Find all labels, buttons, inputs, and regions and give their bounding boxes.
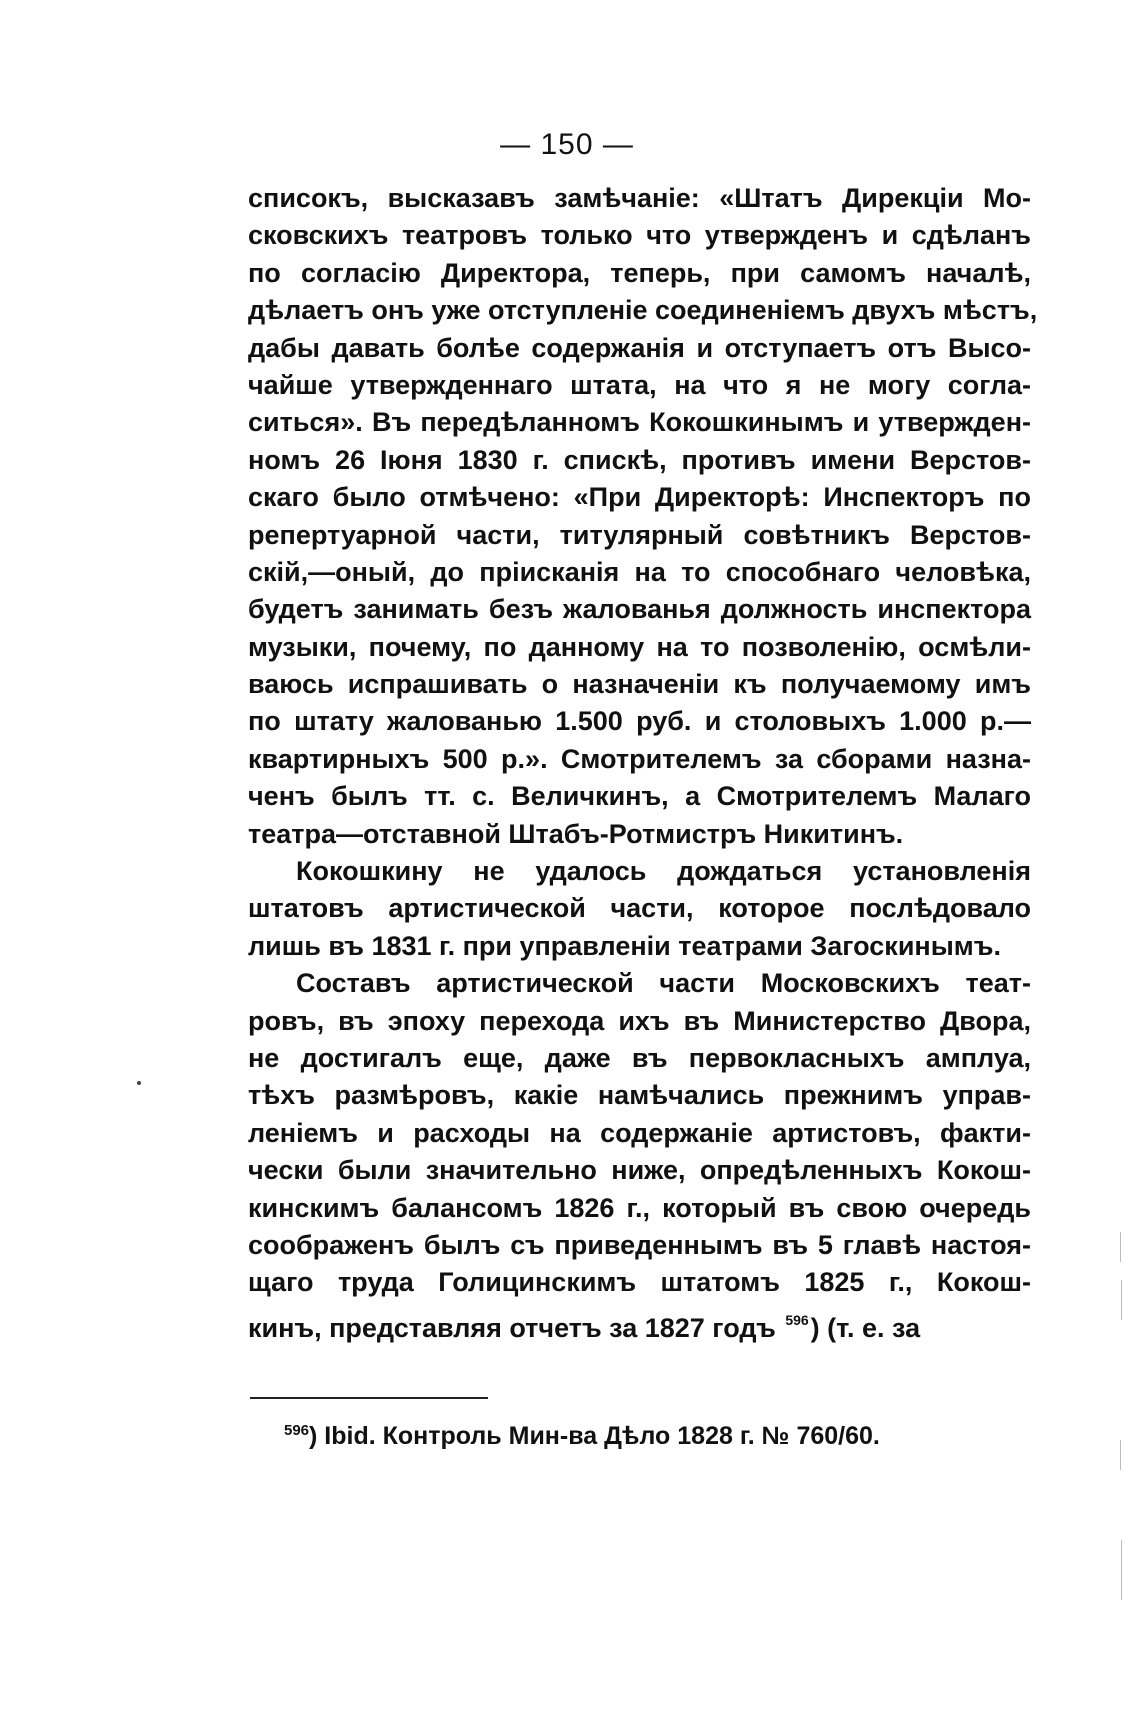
text-line: чайше утвержденнаго штата, на что я не могу согла- xyxy=(248,369,1031,400)
text-line: репертуарной части, титулярный совѣтникъ Верстов- xyxy=(248,519,1031,550)
text-line: скаго было отмѣчено: «При Директорѣ: Инспекторъ по xyxy=(248,482,1031,513)
footnote-marker: 596 xyxy=(284,1422,310,1439)
body-text xyxy=(248,180,1038,1343)
text-line: штатовъ артистической части, которое послѣдовало xyxy=(248,893,1031,924)
footnote-reference: 596 xyxy=(785,1311,809,1328)
scan-edge-mark xyxy=(1121,1280,1122,1320)
scan-edge-mark xyxy=(1121,1540,1122,1600)
text-line-with-footnote-ref xyxy=(248,1302,1031,1343)
footnote-divider xyxy=(250,1397,488,1399)
scan-edge-mark xyxy=(1120,1440,1121,1470)
text-line: тѣхъ размѣровъ, какіе намѣчались прежнимъ управ- xyxy=(248,1080,1031,1111)
text-line-part: кинъ, представляя отчетъ за 1827 годъ xyxy=(248,1312,776,1343)
text-line: по штату жалованью 1.500 руб. и столовыхъ 1.000 р.— xyxy=(248,706,1031,737)
text-line: ровъ, въ эпоху перехода ихъ въ Министерство Двора, xyxy=(248,1005,1031,1036)
text-line: соображенъ былъ съ приведеннымъ въ 5 главѣ настоя- xyxy=(248,1229,1031,1260)
text-line-part: ) (т. е. за xyxy=(810,1312,921,1343)
text-line: чески были значительно ниже, опредѣленныхъ Кокош- xyxy=(248,1155,1031,1186)
text-line: сковскихъ театровъ только что утвержденъ и сдѣланъ xyxy=(248,220,1031,251)
text-line: не достигалъ еще, даже въ первокласныхъ амплуа, xyxy=(248,1042,1031,1073)
text-line: ваюсь испрашивать о назначеніи къ получаемому имъ xyxy=(248,669,1031,700)
text-line: дѣлаетъ онъ уже отступленіе соединеніемъ двухъ мѣстъ, xyxy=(248,295,1038,326)
footnote-text: ) Ibid. Контроль Мин-ва Дѣло 1828 г. № 760/60. xyxy=(309,1422,880,1450)
page-number: — 150 — xyxy=(500,128,634,161)
text-line: Составъ артистической части Московскихъ теат- xyxy=(296,968,1031,999)
scan-edge-mark xyxy=(1120,1232,1121,1262)
text-line: щаго труда Голицинскимъ штатомъ 1825 г., Кокош- xyxy=(248,1267,1031,1298)
text-line: будетъ занимать безъ жалованья должность инспектора xyxy=(248,594,1031,625)
text-line: музыки, почему, по данному на то позволенію, осмѣли- xyxy=(248,631,1031,662)
footnote xyxy=(284,1422,880,1451)
text-line: театра—отставной Штабъ-Ротмистръ Никитинъ. xyxy=(248,818,904,849)
text-line: кинскимъ балансомъ 1826 г., который въ свою очередь xyxy=(248,1192,1031,1223)
text-line: лишь въ 1831 г. при управленіи театрами Загоскинымъ. xyxy=(248,930,1001,961)
text-line: леніемъ и расходы на содержаніе артистовъ, факти- xyxy=(248,1117,1031,1148)
text-line: по согласію Директора, теперь, при самомъ началѣ, xyxy=(248,257,1031,288)
text-line: ситься». Въ передѣланномъ Кокошкинымъ и утвержден- xyxy=(248,407,1031,438)
text-line: дабы давать болѣе содержанія и отступаетъ отъ Высо- xyxy=(248,332,1031,363)
text-line: скій,—оный, до пріисканія на то способнаго человѣка, xyxy=(248,556,1031,587)
text-line: ченъ былъ тт. с. Величкинъ, а Смотрителемъ Малаго xyxy=(248,781,1031,812)
text-line: квартирныхъ 500 р.». Смотрителемъ за сборами назна- xyxy=(248,743,1031,774)
text-line: номъ 26 Іюня 1830 г. спискѣ, противъ имени Верстов- xyxy=(248,444,1031,475)
scan-speck xyxy=(137,1081,141,1085)
text-line: списокъ, высказавъ замѣчаніе: «Штатъ Дирекціи Мо- xyxy=(248,183,1031,213)
text-line: Кокошкину не удалось дождаться установленія xyxy=(296,856,1031,887)
